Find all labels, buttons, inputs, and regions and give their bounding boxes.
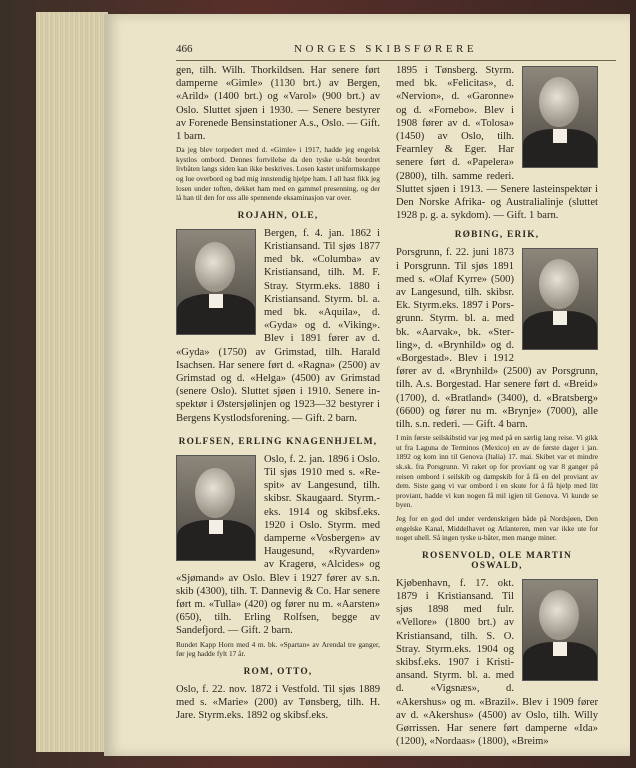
entry-text-rojahn: Bergen, f. 4. jan. 1862 i Kristiansand. Til sjøs 1877 med bk. «Columba» av Kristiansand, tilh. M. F. Stray. Styrm.eks. 1880 i Kristiansand. Styrm. bl. a. med bk. «Aquila», d. «Gyda» og d. «Viking». Blev i 1891 fører av d. «Gyda» (1750) av Grimstad, tilh. Harald Isachsen. Har senere ført d. «Ragna» (2500) av Grimstad og d. «Helga» (4500) av Grimstad (senere Oslo). Sluttet sjøen i 1910. Senere inspektør i Østersjølinjen og 1923—32 bestyrer i Bergens Kystlodsforening. — Gift. 2 barn.	[176, 227, 380, 424]
entry-robing	[396, 246, 598, 431]
entry-note2-robing: Jeg for en god del under verdenskrigen både på Nordsjøen, Den engelske Kanal, Middelhavet og Atlanteren, men var ikke ute for noget uhell. Så ingen tyske u-båter, men mange miner.	[396, 514, 598, 543]
page-stack-edge	[36, 12, 108, 752]
entry-heading-rosenvold: ROSENVOLD, OLE MARTIN OSWALD,	[422, 550, 572, 571]
entry-note-rolfsen: Rundet Kapp Horn med 4 m. bk. «Spartan» av Arendal tre ganger, før jeg hadde fylt 17 år.	[176, 639, 380, 659]
portrait-photo-robing	[522, 248, 598, 350]
entry-rosenvold	[396, 577, 598, 749]
entry-heading-rojahn: ROJAHN, OLE,	[237, 210, 319, 221]
page-header	[176, 43, 616, 59]
entry-rolfsen	[176, 453, 380, 638]
entry-text-rom: Oslo, f. 22. nov. 1872 i Vestfold. Til sjøs 1889 med s. «Marie» (200) av Tønsberg, tilh. H. Jare. Styrm.eks. 1892 og skibsf.eks.	[176, 683, 380, 722]
intro-text: gen, tilh. Wilh. Thorkildsen. Har senere ført damperne «Gimle» (1130 brt.) av Bergen, «Arild» (1400 brt.) og «Varol» (900 brt.) av Oslo. Sluttet sjøen i 1930. — Senere bestyrer av Forenede Bensinstationer A.s., Oslo. — Gift. 1 barn.	[176, 65, 380, 143]
portrait-photo-rom	[522, 66, 598, 168]
entry-text-rolfsen: Oslo, f. 2. jan. 1896 i Oslo. Til sjøs 1910 med s. «Respit» av Langesund, tilh. skibsr. Skaugaard. Styrm.eks. 1914 og skibsf.eks. 1920 i Oslo. Styrm. med damperne «Vosbergen» av Haugesund, «Ryvarden» av Kragerø, «Alcides» og «Sjømand» av Oslo. Blev i 1927 fører av s.n. skib (4300), tilh. T. Dannevig & Co. Har senere ført m. «Tulla» (420) og fører nu m. «Aarsten» (650), tilh. Erling Rolfsen, begge av Sandefjord. — Gift. 2 barn.	[176, 453, 380, 637]
entry-heading-robing: RØBING, ERIK,	[454, 230, 540, 241]
left-column	[176, 64, 380, 722]
entry-heading-rom: ROM, OTTO,	[243, 666, 313, 677]
portrait-photo-rojahn	[176, 229, 256, 335]
entry-text-rom-continued: 1895 i Tønsberg. Styrm. med bk. «Felicitas», d. «Nervion», d. «Garonne» og d. «Fornebo». Blev i 1908 fører av d. «Tolosa» (1450) av Oslo, tilh. Fearnley & Eger. Har senere ført d. «Papelera» (2800), tilh. samme rederi. Sluttet sjøen i 1913. — Senere lasteinspektør i Den Norske Afrika- og Australialinje (sluttet 1928 p. g. a. sykdom). — Gift. 1 barn.	[396, 65, 598, 222]
entry-heading-rolfsen: ROLFSEN, ERLING KNAGENHJELM,	[178, 436, 378, 447]
portrait-photo-rolfsen	[176, 455, 256, 561]
entry-rojahn	[176, 227, 380, 425]
entry-text-robing: Porsgrunn, f. 22. juni 1873 i Porsgrunn. Til sjøs 1891 med s. «Olaf Kyrre» (500) av Langesund, tilh. skibsr. Ek. Styrm.eks. 1897 i Porsgrunn. Styrm. bl. a. med bk. «Aarvak», bk. «Sterling», d. «Brynhild» og d. «Borgestad». Blev i 1912 fører av d. «Brynhild» (2500) av Porsgrunn, tilh. A.s. Borgestad. Har senere ført d. «Breid» (1700), d. «Bratland» (3400), d. «Bratsberg» (6600) og fører nu m. «Brynje» (7000), alle tilh. s.n. rederi. — Gift. 4 barn.	[396, 247, 598, 431]
right-column	[396, 64, 598, 748]
portrait-photo-rosenvold	[522, 579, 598, 681]
entry-note-robing: I min første seilskibstid var jeg med på en særlig lang reise. Vi gikk ut fra Laguna de Terminos (Mexico) en av de første dager i jan. 1892 og kom inn til Genova (Italia) 17. mai. Skibet var et mindre sk.sk. fra Porsgrunn. Vi raket op for proviant og var 8 ganger på reisen ombord i seilskib og dampskib for å få en del proviant av dem. Siste gang vi var ombord i en skute for å få hjelp med litt proviant, hadde vi kun nogen få mil igjen til Genova. Vi kunde se byen.	[396, 433, 598, 510]
header-rule	[176, 60, 616, 61]
entry-rom-continued	[396, 64, 598, 222]
page-number: 466	[176, 43, 193, 55]
running-title: NORGES SKIBSFØRERE	[294, 43, 478, 55]
intro-note: Da jeg blev torpedert med d. «Gimle» i 1917, hadde jeg engelsk kystlos ombord. Dennes fortvilelse da den tyske u-båt beordret livbåten langs siden kan ikke beskrives. Losen kastet uniformskappe og lue overbord og bad mig innstendig hjelpe ham. I all hast fikk jeg losen under toften, dekket ham med en gammel presenning, og der lå han til den for oss alle spennende eksaminasjon var over.	[176, 145, 380, 203]
entry-text-rosenvold: Kjøbenhavn, f. 17. okt. 1879 i Kristiansand. Til sjøs 1898 med fulr. «Vellore» (1800 brt.) av Kristiansand, tilh. S. O. Stray. Styrm.eks. 1904 og skibsf.eks. 1907 i Kristiansand. Styrm. bl. a. med d. «Vigsnæs», d. «Akershus» og m. «Brazil». Blev i 1909 fører av d. «Akershus» (4500) av Oslo, tilh. Willy Gørrissen. Har senere ført damperne «Ida» (1200), «Nordaas» (1800), «Breim»	[396, 577, 598, 748]
